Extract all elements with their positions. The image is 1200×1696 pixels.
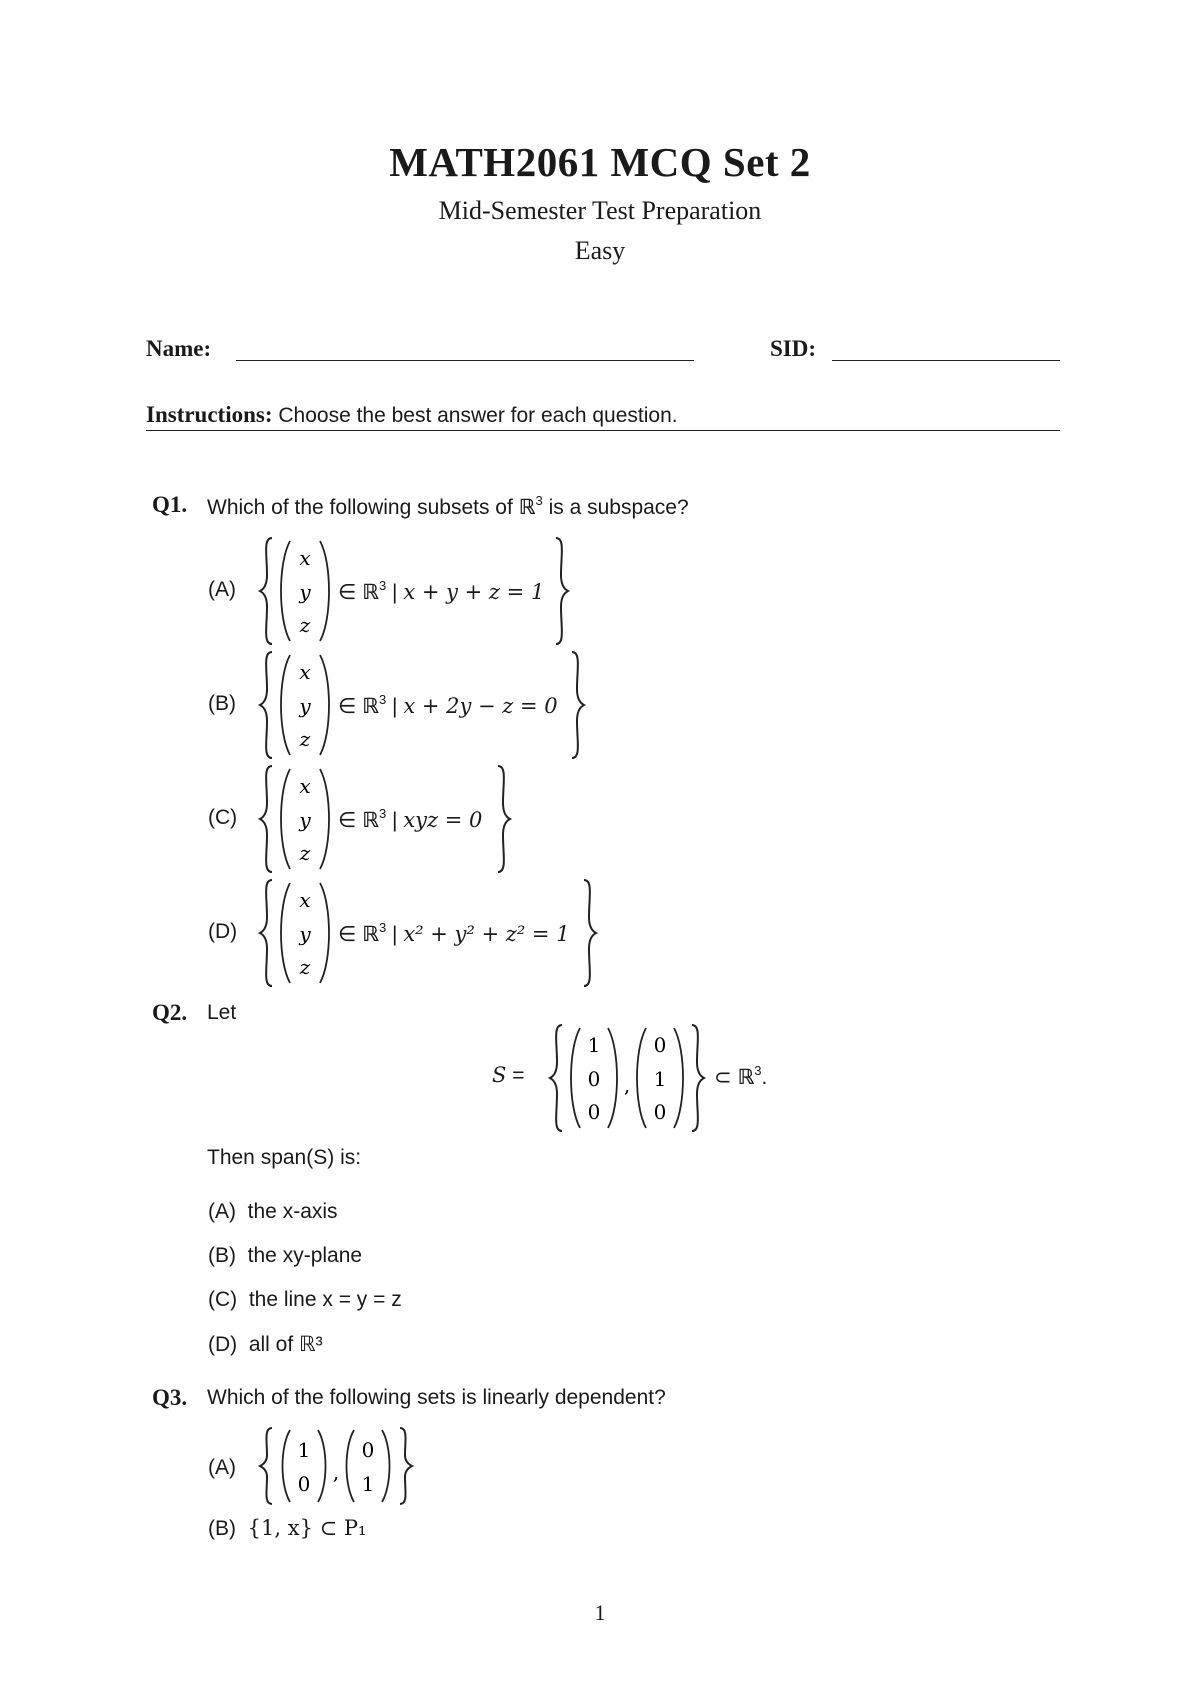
name-label: Name: bbox=[146, 336, 212, 361]
svg-text:z: z bbox=[299, 727, 311, 751]
svg-text:,: , bbox=[623, 1073, 631, 1097]
q1-option-d-close-brace bbox=[580, 877, 600, 989]
page-number: 1 bbox=[594, 1600, 606, 1625]
q3-option-b-text: {1, x} ⊂ P₁ bbox=[247, 1516, 367, 1540]
q1-option-b-close-brace bbox=[568, 649, 588, 761]
q2-option-c-label: (C) bbox=[208, 1288, 238, 1311]
q3-option-a-label[interactable]: (A) bbox=[208, 1456, 236, 1479]
q1-option-d-label[interactable]: (D) bbox=[208, 920, 238, 943]
page-subtitle: Mid-Semester Test Preparation bbox=[438, 196, 762, 225]
svg-text:x: x bbox=[299, 888, 311, 912]
q3-a-v1-r2: 0 bbox=[297, 1472, 311, 1496]
instructions-text: Choose the best answer for each question. bbox=[278, 404, 678, 427]
instructions bbox=[146, 402, 1060, 431]
q1-option-c-set[interactable] bbox=[258, 763, 338, 875]
svg-text:,: , bbox=[332, 1460, 340, 1484]
q2-option-b-text: the xy-plane bbox=[247, 1244, 363, 1267]
q2-then-text: Then span(S) is: bbox=[207, 1146, 362, 1169]
q1-option-a-label[interactable]: (A) bbox=[208, 578, 236, 601]
svg-text:x: x bbox=[299, 546, 311, 570]
q2-v2-r2: 1 bbox=[653, 1067, 667, 1091]
q2-option-c-text: the line x = y = z bbox=[248, 1288, 402, 1311]
q2-label: Q2. bbox=[152, 1000, 188, 1025]
q2-v2-r1: 0 bbox=[653, 1033, 667, 1057]
q2-set-vectors bbox=[548, 1022, 708, 1134]
q2-option-b-label: (B) bbox=[208, 1244, 236, 1267]
svg-text:y: y bbox=[299, 694, 311, 718]
reals-symbol: ℝ bbox=[518, 495, 536, 519]
svg-text:z: z bbox=[299, 613, 311, 637]
q3-a-v2-r2: 1 bbox=[361, 1472, 375, 1496]
svg-text:z: z bbox=[299, 955, 311, 979]
q1-text-before: Which of the following subsets of bbox=[207, 496, 519, 519]
instructions-label: Instructions: bbox=[146, 402, 273, 427]
q1-option-b-label[interactable]: (B) bbox=[208, 692, 236, 715]
q2-v1-r3: 0 bbox=[587, 1100, 601, 1124]
q2-set-name: S = bbox=[492, 1063, 525, 1087]
difficulty-level: Easy bbox=[574, 236, 626, 265]
q2-v1-r1: 1 bbox=[587, 1033, 601, 1057]
page-title: MATH2061 MCQ Set 2 bbox=[389, 139, 811, 185]
q1-option-b-set[interactable] bbox=[258, 649, 338, 761]
q3-a-v1-r1: 1 bbox=[297, 1438, 311, 1462]
q2-option-d-text: all of ℝ³ bbox=[248, 1333, 323, 1356]
q3-option-a-set[interactable] bbox=[258, 1425, 418, 1507]
q1-option-a-close-brace bbox=[552, 535, 572, 647]
svg-text:y: y bbox=[299, 808, 311, 832]
q1-option-c-close-brace bbox=[494, 763, 514, 875]
q3-a-v2-r1: 0 bbox=[361, 1438, 375, 1462]
svg-text:z: z bbox=[299, 841, 311, 865]
q2-subset-of: ⊂ ℝ$^3$. bbox=[714, 1063, 768, 1089]
q1-label: Q1. bbox=[152, 492, 188, 517]
sid-field[interactable] bbox=[832, 360, 1060, 361]
q1-text: Which of the following subsets of ℝ$^3$ is a subspace? bbox=[207, 493, 689, 519]
svg-text:y: y bbox=[299, 580, 311, 604]
q2-option-a[interactable] bbox=[208, 1200, 338, 1224]
q3-text: Which of the following sets is linearly dependent? bbox=[207, 1386, 666, 1409]
q2-option-d-label: (D) bbox=[208, 1333, 238, 1356]
q2-text: Let bbox=[207, 1001, 237, 1024]
q2-close-brace bbox=[692, 1025, 704, 1131]
svg-text:x: x bbox=[299, 774, 311, 798]
q2-v1-r2: 0 bbox=[587, 1067, 601, 1091]
q1-text-after: is a subspace? bbox=[542, 496, 689, 519]
q2-open-brace bbox=[550, 1025, 562, 1131]
q2-option-c[interactable] bbox=[208, 1288, 402, 1312]
q3-option-b-label: (B) bbox=[208, 1517, 236, 1540]
name-field[interactable] bbox=[236, 360, 694, 361]
q2-option-a-text: the x-axis bbox=[247, 1200, 338, 1223]
q2-option-d[interactable] bbox=[208, 1332, 323, 1357]
q1-option-a-condition: ∈ ℝ$^3$ | x + y + z = 1 bbox=[338, 578, 545, 604]
q2-option-b[interactable] bbox=[208, 1244, 362, 1268]
sid-label: SID: bbox=[770, 336, 817, 361]
q2-option-a-label: (A) bbox=[208, 1200, 236, 1223]
q1-option-c-condition: ∈ ℝ$^3$ | xyz = 0 bbox=[338, 806, 483, 832]
svg-text:y: y bbox=[299, 922, 311, 946]
q1-option-d-condition: ∈ ℝ$^3$ | x² + y² + z² = 1 bbox=[338, 920, 570, 946]
q3-label: Q3. bbox=[152, 1385, 188, 1410]
q1-option-d-set[interactable] bbox=[258, 877, 338, 989]
q1-option-b-condition: ∈ ℝ$^3$ | x + 2y − z = 0 bbox=[338, 692, 558, 718]
q2-v2-r3: 0 bbox=[653, 1100, 667, 1124]
q1-option-c-label[interactable]: (C) bbox=[208, 806, 238, 829]
svg-text:x: x bbox=[299, 660, 311, 684]
q3-option-b[interactable] bbox=[208, 1516, 366, 1541]
